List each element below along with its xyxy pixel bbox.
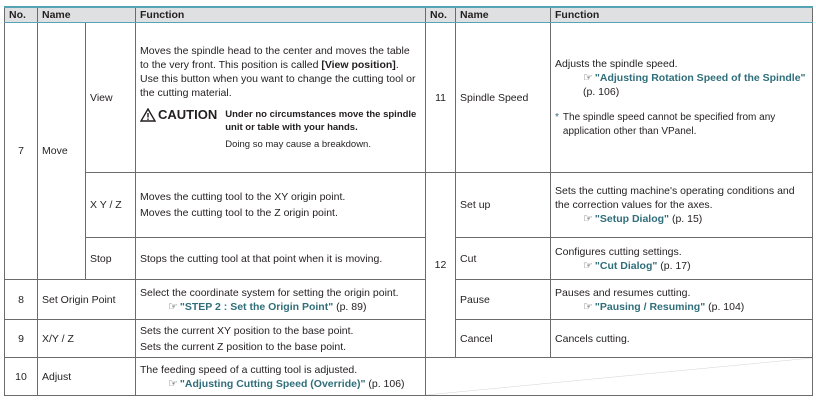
table-row xyxy=(5,358,813,396)
table-row xyxy=(5,280,813,320)
item-name: Set up xyxy=(456,173,551,238)
function-text: Sets the cutting machine's operating conditions and the correction values for the axes. xyxy=(555,185,795,211)
function-text: The feeding speed of a cutting tool is adjusted. xyxy=(140,363,358,376)
table-row xyxy=(5,173,813,238)
function-cell xyxy=(136,173,426,238)
function-cell xyxy=(551,173,813,238)
item-name: Cut xyxy=(456,238,551,280)
row-number: 10 xyxy=(5,358,38,396)
function-cell xyxy=(551,320,813,358)
header-name-right: Name xyxy=(456,7,551,23)
header-no: No. xyxy=(5,7,38,23)
item-name: Move xyxy=(38,23,86,280)
pointing-hand-icon: ☞ xyxy=(168,300,178,313)
caution-title: CAUTION xyxy=(140,108,217,122)
pointing-hand-icon: ☞ xyxy=(583,259,593,272)
row-number: 12 xyxy=(426,173,456,358)
reference-link[interactable]: ☞ "STEP 2 : Set the Origin Point" (p. 89) xyxy=(168,300,367,313)
item-name: Adjust xyxy=(38,358,136,396)
function-text: Use this button when you want to change the cutting tool or the cutting material. xyxy=(140,73,416,99)
header-function-right: Function xyxy=(551,7,813,23)
diagonal-line xyxy=(426,358,812,395)
function-text: Pauses and resumes cutting. xyxy=(555,286,691,299)
function-text: Moves the cutting tool to the Z origin point. xyxy=(140,207,338,219)
reference-link[interactable]: ☞ "Adjusting Cutting Speed (Override)" (p. 106) xyxy=(168,377,405,390)
function-text: Configures cutting settings. xyxy=(555,245,682,258)
sub-item-name: View xyxy=(86,23,136,173)
pointing-hand-icon: ☞ xyxy=(168,377,178,390)
function-cell xyxy=(136,358,426,396)
item-name: Set Origin Point xyxy=(38,280,136,320)
note-mark: * xyxy=(555,111,559,123)
function-cell xyxy=(551,23,813,173)
note: * The spindle speed cannot be specified from any application other than VPanel. xyxy=(555,111,776,137)
function-cell xyxy=(551,280,813,320)
caution-box xyxy=(140,108,421,151)
item-name: Cancel xyxy=(456,320,551,358)
sub-item-name: Stop xyxy=(86,238,136,280)
header-no-right: No. xyxy=(426,7,456,23)
table-row xyxy=(5,320,813,358)
function-cell xyxy=(136,280,426,320)
table-row xyxy=(5,23,813,173)
reference-link[interactable]: ☞ "Adjusting Rotation Speed of the Spindle" (p. 106) xyxy=(583,71,806,98)
reference-link[interactable]: ☞ "Setup Dialog" (p. 15) xyxy=(583,213,703,225)
function-table xyxy=(4,6,813,396)
view-position-term: [View position] xyxy=(321,59,396,71)
function-text: Moves the cutting tool to the XY origin point. xyxy=(140,191,346,203)
item-name: X/Y / Z xyxy=(38,320,136,358)
function-cell xyxy=(136,320,426,358)
header-function: Function xyxy=(136,7,426,23)
sub-item-name: X Y / Z xyxy=(86,173,136,238)
item-name: Pause xyxy=(456,280,551,320)
function-text: Select the coordinate system for setting the origin point. xyxy=(140,286,399,299)
row-number: 9 xyxy=(5,320,38,358)
caution-message: Under no circumstances move the spindle unit or table with your hands. Doing so may cause a breakdown. xyxy=(225,109,417,150)
table-row xyxy=(5,238,813,280)
function-cell xyxy=(136,23,426,173)
empty-cell xyxy=(426,358,813,396)
function-text: Adjusts the spindle speed. xyxy=(555,57,678,70)
function-text: Sets the current XY position to the base point. xyxy=(140,324,354,337)
pointing-hand-icon: ☞ xyxy=(583,71,593,84)
function-text: Moves the spindle head to the center and moves the table to the very front. This position is called [View position]. xyxy=(140,45,410,71)
reference-link[interactable]: ☞ "Cut Dialog" (p. 17) xyxy=(583,259,691,272)
item-name: Spindle Speed xyxy=(456,23,551,173)
header-row xyxy=(5,7,813,23)
warning-triangle-icon xyxy=(140,108,156,122)
function-cell xyxy=(136,238,426,280)
reference-link[interactable]: ☞ "Pausing / Resuming" (p. 104) xyxy=(583,300,745,313)
row-number: 11 xyxy=(426,23,456,173)
header-name: Name xyxy=(38,7,136,23)
function-cell xyxy=(551,238,813,280)
row-number: 8 xyxy=(5,280,38,320)
row-number: 7 xyxy=(5,23,38,280)
function-text: Sets the current Z position to the base point. xyxy=(140,340,347,353)
function-text: Cancels cutting. xyxy=(555,332,630,345)
pointing-hand-icon: ☞ xyxy=(583,300,593,313)
function-text: Stops the cutting tool at that point when it is moving. xyxy=(140,252,383,265)
pointing-hand-icon: ☞ xyxy=(583,213,593,225)
